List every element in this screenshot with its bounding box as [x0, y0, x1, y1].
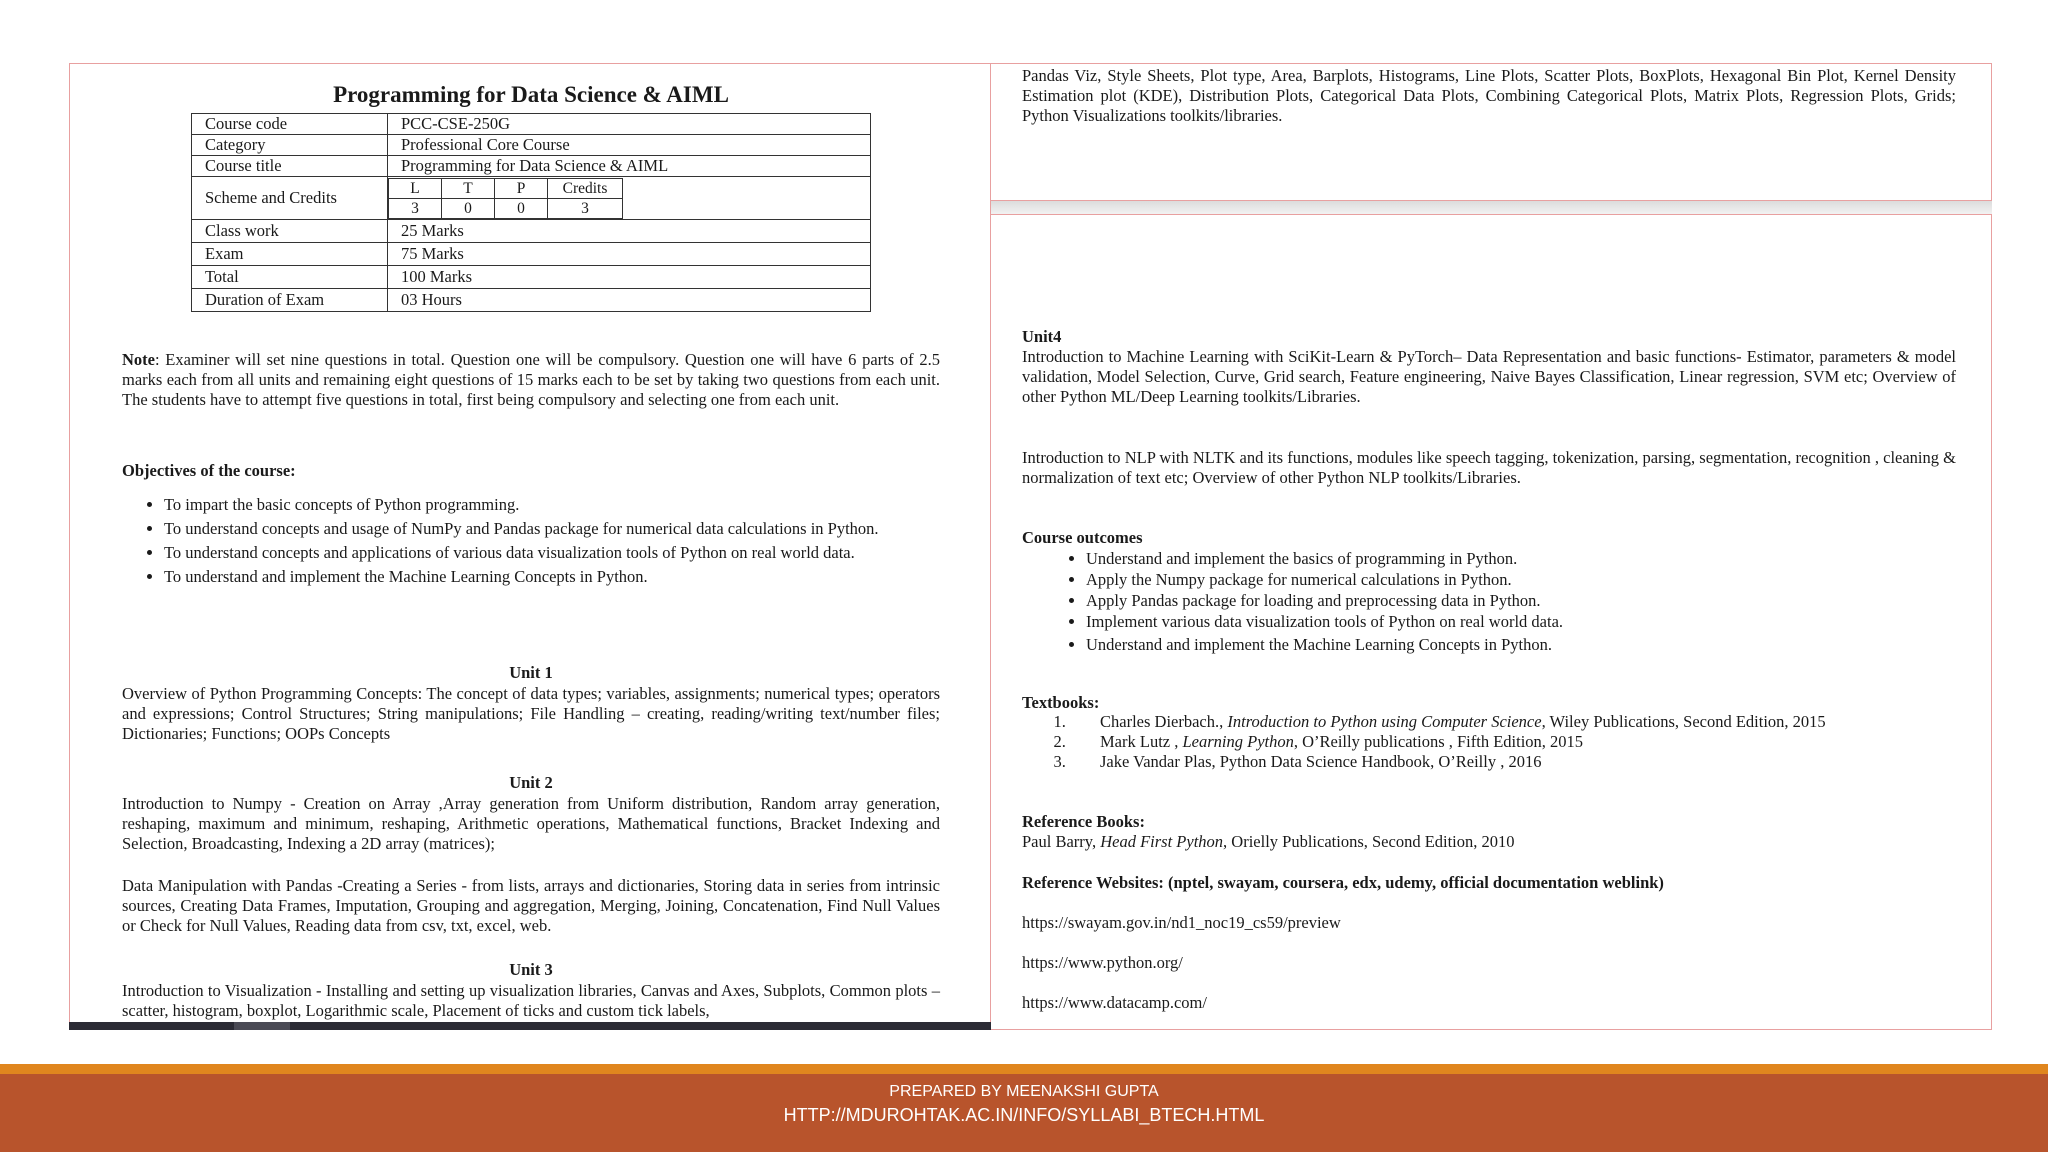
- table-value: 03 Hours: [388, 289, 871, 312]
- list-item: 3. Jake Vandar Plas, Python Data Science Handbook, O’Reilly , 2016: [1070, 752, 1956, 772]
- textbooks-list: [1022, 712, 1956, 772]
- scrollbar-thumb[interactable]: [234, 1022, 290, 1030]
- document-title: Programming for Data Science & AIML: [333, 82, 729, 107]
- note-text: : Examiner will set nine questions in total. Question one will be compulsory. Question one will have 6 parts of 2.5 marks each from all units and remaining eight questions of 15 marks each to be set by taking two questions from each unit. The students have to attempt five questions in total, first being compulsory and selecting one from each unit.: [122, 350, 940, 409]
- syllabus-link-line: [0, 1105, 2048, 1126]
- credits-value-row: [389, 198, 623, 218]
- objectives-heading: Objectives of the course:: [122, 461, 296, 480]
- table-value: PCC-CSE-250G: [388, 114, 871, 135]
- syllabus-page-right: [991, 214, 1992, 1030]
- table-key: Exam: [192, 243, 388, 266]
- website-link-swayam[interactable]: https://swayam.gov.in/nd1_noc19_cs59/preview: [1022, 913, 1341, 932]
- credit-header: P: [495, 178, 548, 198]
- textbooks-heading: Textbooks:: [1022, 693, 1100, 712]
- textbook-title: Introduction to Python using Computer Science: [1227, 712, 1542, 731]
- list-item: • Implement various data visualization tools of Python on real world data.: [1086, 612, 1956, 632]
- list-item: [1070, 712, 1956, 732]
- unit2-pandas-text: Data Manipulation with Pandas -Creating a Series - from lists, arrays and dictionaries, Storing data in series from intrinsic sources, Creating Data Frames, Imputation, Grouping and aggregation, Merging, Joining, Concatenation, Find Null Values or Check for Null Values, Reading data from csv, txt, excel, web.: [122, 876, 940, 935]
- table-key: Category: [192, 135, 388, 156]
- objectives-list: [122, 495, 940, 591]
- unit2-numpy-text: Introduction to Numpy - Creation on Array ,Array generation from Uniform distribution, Random array generation, reshaping, maximum and minimum, reshaping, Arithmetic operations, Mathematical functions, Bracket Indexing and Selection, Broadcasting, Indexing a 2D array (matrices);: [122, 794, 940, 853]
- table-key: Course title: [192, 156, 388, 177]
- list-item: • Understand and implement the Machine Learning Concepts in Python.: [1086, 635, 1956, 655]
- table-row: [192, 114, 871, 135]
- syllabus-link-rest: INFO/SYLLABI_BTECH.HTML: [1018, 1105, 1265, 1125]
- credit-header: L: [389, 178, 442, 198]
- unit3-text: Introduction to Visualization - Installing and setting up visualization libraries, Canvas and Axes, Subplots, Common plots – scatter, histogram, boxplot, Logarithmic scale, Placement of ticks and custom tick labels,: [122, 981, 940, 1020]
- table-key: Duration of Exam: [192, 289, 388, 312]
- table-row: [192, 156, 871, 177]
- credits-header-row: [389, 178, 623, 198]
- outcomes-list: [1022, 549, 1956, 659]
- credit-header: Credits: [548, 178, 623, 198]
- list-item: • To understand and implement the Machine Learning Concepts in Python.: [164, 567, 940, 587]
- list-item: • Apply Pandas package for loading and preprocessing data in Python.: [1086, 591, 1956, 611]
- table-value: 25 Marks: [388, 220, 871, 243]
- prepared-by-text: PREPARED BY MEENAKSHI GUPTA: [889, 1083, 1159, 1100]
- table-value: Professional Core Course: [388, 135, 871, 156]
- credit-header: T: [442, 178, 495, 198]
- textbook-publisher: , O’Reilly publications , Fifth Edition, 2015: [1293, 732, 1584, 751]
- table-value: Programming for Data Science & AIML: [388, 156, 871, 177]
- unit1-text: Overview of Python Programming Concepts: The concept of data types; variables, assignments; numerical types; operators and expressions; Control Structures; String manipulations; File Handling – creating, reading/writing text/number files; Dictionaries; Functions; OOPs Concepts: [122, 684, 940, 743]
- unit4-heading: Unit4: [1022, 327, 1062, 346]
- credit-value: 3: [548, 198, 623, 218]
- table-row: [192, 243, 871, 266]
- table-row: [192, 135, 871, 156]
- credits-cell: [388, 177, 871, 220]
- credit-value: 3: [389, 198, 442, 218]
- reference-websites-heading: Reference Websites: (nptel, swayam, coursera, edx, udemy, official documentation weblink): [1022, 873, 1664, 892]
- table-key: Total: [192, 266, 388, 289]
- reference-publisher: , Orielly Publications, Second Edition, 2010: [1223, 832, 1515, 851]
- textbook-author: Charles Dierbach.,: [1100, 712, 1228, 731]
- note-label: Note: [122, 350, 155, 369]
- unit2-heading: Unit 2: [509, 773, 553, 792]
- reference-title: Head First Python: [1100, 832, 1224, 851]
- page-separator: [991, 201, 1992, 214]
- table-value: 75 Marks: [388, 243, 871, 266]
- unit1-heading: Unit 1: [509, 663, 553, 682]
- footer-accent-strip: [0, 1064, 2048, 1074]
- outcomes-heading: Course outcomes: [1022, 528, 1143, 547]
- unit3-heading: Unit 3: [509, 960, 553, 979]
- credits-table: [388, 178, 623, 219]
- list-item: • Apply the Numpy package for numerical calculations in Python.: [1086, 570, 1956, 590]
- unit4-ml-text: Introduction to Machine Learning with SciKit-Learn & PyTorch– Data Representation and basic functions- Estimator, parameters & model validation, Model Selection, Curve, Grid search, Feature engineering, Naive Bayes Classification, Linear regression, SVM etc; Overview of other Python ML/Deep Learning toolkits/Libraries.: [1022, 347, 1956, 406]
- website-link-python[interactable]: https://www.python.org/: [1022, 953, 1183, 972]
- list-item: [1070, 732, 1956, 752]
- textbook-publisher: , Wiley Publications, Second Edition, 2015: [1541, 712, 1826, 731]
- unit4-nlp-text: Introduction to NLP with NLTK and its functions, modules like speech tagging, tokenization, parsing, segmentation, recognition , cleaning & normalization of text etc; Overview of other Python NLP toolkits/Libraries.: [1022, 448, 1956, 487]
- list-item: • To understand concepts and applications of various data visualization tools of Python on real world data.: [164, 543, 940, 563]
- website-link-datacamp[interactable]: https://www.datacamp.com/: [1022, 993, 1207, 1012]
- reference-author: Paul Barry,: [1022, 832, 1101, 851]
- table-value: 100 Marks: [388, 266, 871, 289]
- reference-books-heading: Reference Books:: [1022, 812, 1145, 831]
- textbook-author: Mark Lutz ,: [1100, 732, 1183, 751]
- syllabus-page-right-top: [991, 63, 1992, 201]
- textbook-title: Learning Python: [1182, 732, 1294, 751]
- table-row: [192, 177, 871, 220]
- credit-value: 0: [442, 198, 495, 218]
- unit3-continued-text: Pandas Viz, Style Sheets, Plot type, Area, Barplots, Histograms, Line Plots, Scatter Plots, BoxPlots, Hexagonal Bin Plot, Kernel Density Estimation plot (KDE), Distribution Plots, Categorical Data Plots, Combining Categorical Plots, Matrix Plots, Regression Plots, Grids; Python Visualizations toolkits/libraries.: [1022, 66, 1956, 125]
- list-item: • To understand concepts and usage of NumPy and Pandas package for numerical data calculations in Python.: [164, 519, 940, 539]
- syllabus-link[interactable]: HTTP://MDUROHTAK.AC.IN/: [783, 1105, 1019, 1125]
- table-row: [192, 220, 871, 243]
- exam-note: [122, 350, 940, 410]
- table-row: [192, 289, 871, 312]
- syllabus-page-left: [69, 63, 991, 1030]
- list-item: • Understand and implement the basics of programming in Python.: [1086, 549, 1956, 569]
- table-row: [192, 266, 871, 289]
- list-item: • To impart the basic concepts of Python programming.: [164, 495, 940, 515]
- credit-value: 0: [495, 198, 548, 218]
- table-key: Scheme and Credits: [192, 177, 388, 220]
- table-key: Class work: [192, 220, 388, 243]
- course-details-table: [191, 113, 871, 312]
- reference-book: [1022, 832, 1956, 852]
- table-key: Course code: [192, 114, 388, 135]
- horizontal-scrollbar[interactable]: [69, 1022, 991, 1030]
